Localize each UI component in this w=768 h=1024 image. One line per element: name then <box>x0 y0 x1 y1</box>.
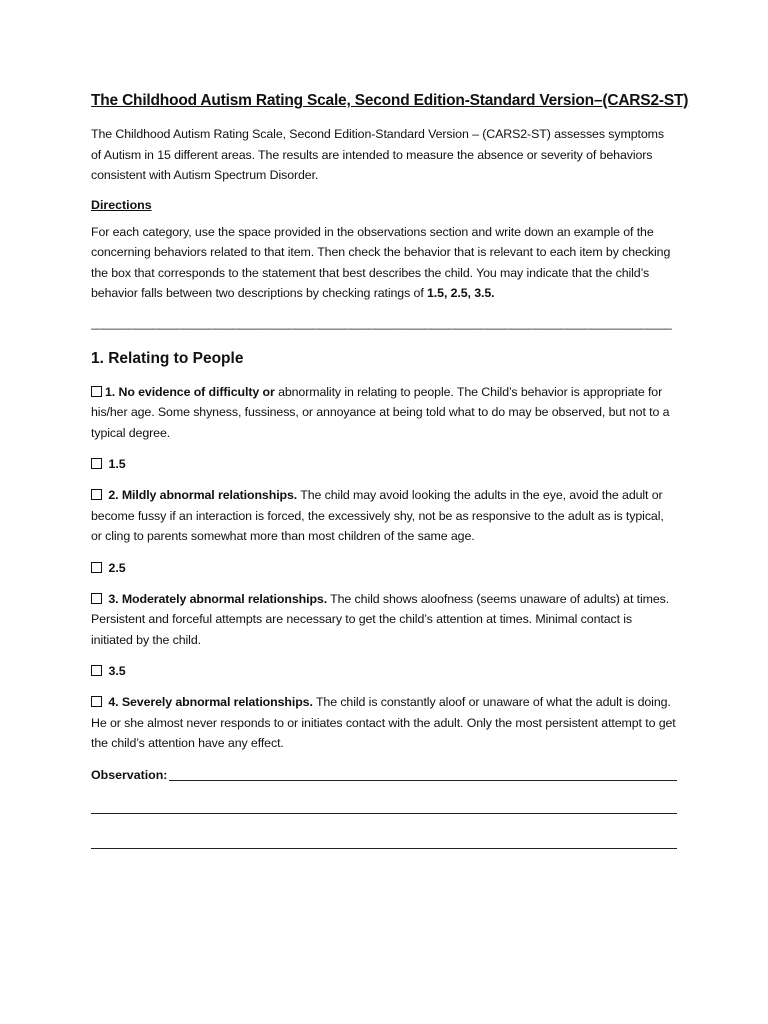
rating-option-2-5 <box>91 558 677 578</box>
page-title: The Childhood Autism Rating Scale, Second Edition-Standard Version–(CARS2-ST) <box>91 92 689 109</box>
rating-option-2-lead: 2. Mildly abnormal relationships. <box>105 488 298 502</box>
rating-option-1-5-label: 1.5 <box>108 457 126 471</box>
rating-option-4-text: The child is constantly aloof or unaware of what the adult is doing. He or she almost never responds to or initiates contact with the adult. Only the most persistent attempt to get the child’s attention have any effect. <box>91 695 676 750</box>
directions-ratings: 1.5, 2.5, 3.5. <box>427 286 495 300</box>
directions-paragraph <box>91 222 677 304</box>
observation-row <box>91 765 677 785</box>
checkbox-3-5[interactable] <box>91 665 102 676</box>
rating-option-3-lead: 3. Moderately abnormal relationships. <box>105 591 328 606</box>
rating-option-1 <box>91 382 677 444</box>
rating-option-1-5 <box>91 454 677 474</box>
checkbox-2-5[interactable] <box>91 562 102 573</box>
document-page <box>91 92 689 869</box>
directions-text: For each category, use the space provided in the observations section and write down an example of the concerning behaviors related to that item. Then check the behavior that is relevant to each item by checking the box that corresponds to the statement that best describes the child. You may indicate that the child’s behavior falls between two descriptions by checking ratings of <box>91 224 671 300</box>
rating-option-1-lead: 1. No evidence of difficulty or <box>105 384 279 399</box>
rating-option-3-text: The child shows aloofness (seems unaware of adults) at times. Persistent and forceful attempts are necessary to get the child’s attention at times. Minimal contact is initiated by the child. <box>91 591 670 647</box>
rating-option-3 <box>91 589 677 651</box>
section-title: 1. Relating to People <box>91 349 244 367</box>
intro-paragraph: The Childhood Autism Rating Scale, Second Edition-Standard Version – (CARS2-ST) assesses symptoms of Autism in 15 different areas. The results are intended to measure the absence or severity of behaviors consistent with Autism Spectrum Disorder. <box>91 127 664 182</box>
observation-input-line[interactable] <box>169 766 677 781</box>
directions-heading: Directions <box>91 197 152 212</box>
separator-line: ______________________________________________________________________________________________ <box>91 315 672 330</box>
rating-option-1-text: abnormality in relating to people. The Child’s behavior is appropriate for his/her age. Some shyness, fussiness, or annoyance at being told what to do may be observed, but not to a typical degree. <box>91 384 670 440</box>
rating-option-4-lead: 4. Severely abnormal relationships. <box>105 695 313 709</box>
rating-option-3-5 <box>91 661 677 681</box>
checkbox-3[interactable] <box>91 593 102 604</box>
observation-label: Observation: <box>91 767 168 782</box>
rating-option-2-5-label: 2.5 <box>108 560 126 575</box>
checkbox-2[interactable] <box>91 489 102 500</box>
checkbox-1-5[interactable] <box>91 458 102 469</box>
checkbox-4[interactable] <box>91 696 102 707</box>
observation-line-2[interactable] <box>91 799 677 814</box>
checkbox-1[interactable] <box>91 386 102 397</box>
observation-line-3[interactable] <box>91 834 677 849</box>
rating-option-2 <box>91 485 677 547</box>
rating-option-4 <box>91 692 677 754</box>
rating-option-2-text: The child may avoid looking the adults in the eye, avoid the adult or become fussy if an interaction is forced, the excessively shy, not be as responsive to the adult as is typical, or cling to parents somewhat more than most children of the same age. <box>91 488 664 543</box>
rating-option-3-5-label: 3.5 <box>108 664 126 678</box>
